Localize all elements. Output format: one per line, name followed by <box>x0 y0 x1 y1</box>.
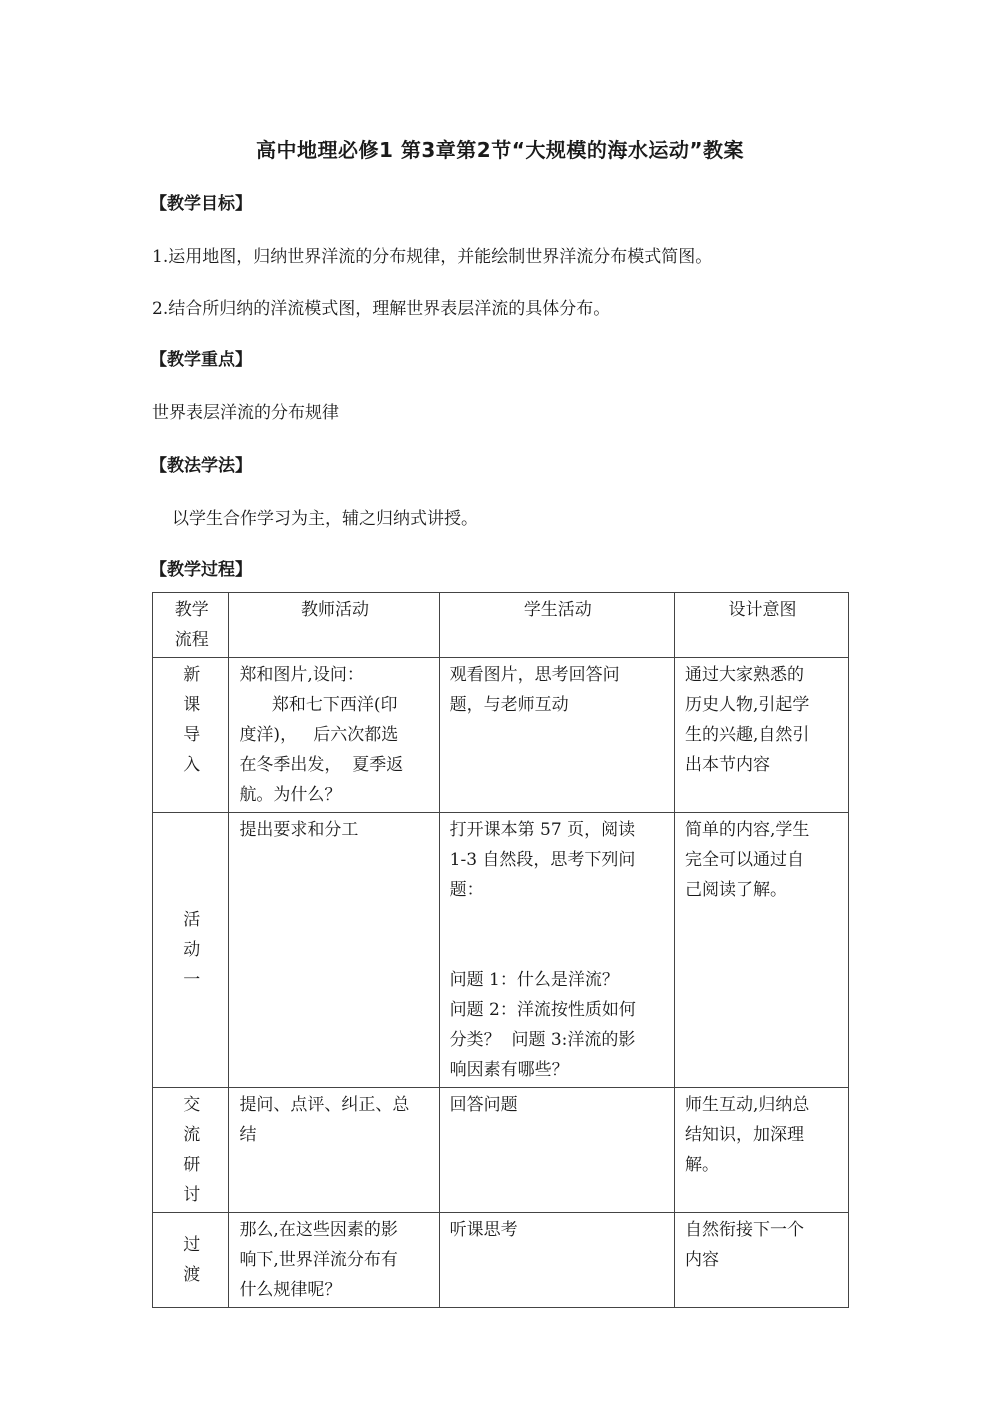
cell-line: 什么规律呢？ <box>239 1280 342 1300</box>
design-intent-cell <box>674 1213 848 1308</box>
cell-line: 题： <box>449 880 484 900</box>
header-flow <box>153 593 229 658</box>
cell-line: 郑和图片,设问： <box>239 665 364 685</box>
cell-line: 那么,在这些因素的影 <box>239 1220 398 1240</box>
flow-char: 动 <box>183 940 201 960</box>
flow-cell <box>153 658 229 813</box>
flow-char: 导 <box>183 725 201 745</box>
header-flow-line: 流程 <box>174 630 209 650</box>
objective-item-2: 2.结合所归纳的洋流模式图，理解世界表层洋流的具体分布。 <box>152 299 611 319</box>
cell-line: 完全可以通过自 <box>684 850 804 870</box>
cell-line: 通过大家熟悉的 <box>684 665 804 685</box>
cell-line: 师生互动,归纳总 <box>684 1095 810 1115</box>
student-activity-cell <box>439 1213 674 1308</box>
cell-line: 己阅读了解。 <box>684 880 787 900</box>
flow-char: 入 <box>183 755 201 775</box>
cell-line: 听课思考 <box>449 1220 518 1240</box>
cell-line: 简单的内容,学生 <box>684 820 810 840</box>
cell-line: 响因素有哪些？ <box>449 1060 569 1080</box>
flow-char: 过 <box>183 1235 201 1255</box>
cell-line: 观看图片，思考回答问 <box>449 665 620 685</box>
flow-cell <box>153 1088 229 1213</box>
cell-line: 1-3 自然段，思考下列问 <box>449 850 636 870</box>
cell-line: 生的兴趣,自然引 <box>684 725 810 745</box>
design-intent-cell <box>674 813 848 1088</box>
flow-char: 课 <box>183 695 201 715</box>
design-intent-cell <box>674 658 848 813</box>
design-intent-cell <box>674 1088 848 1213</box>
flow-char: 交 <box>183 1095 201 1115</box>
flow-char: 流 <box>183 1125 201 1145</box>
heading-methods: 【教法学法】 <box>150 456 252 476</box>
key-points-text: 世界表层洋流的分布规律 <box>152 403 339 423</box>
teaching-process-table <box>152 592 849 1308</box>
cell-line: 题，与老师互动 <box>449 695 569 715</box>
flow-char: 新 <box>183 665 201 685</box>
flow-char: 研 <box>183 1155 201 1175</box>
cell-line: 分类？ 问题 3:洋流的影 <box>449 1030 636 1050</box>
cell-line: 郑和七下西洋(印 <box>239 695 398 715</box>
teacher-activity-cell <box>229 813 439 1088</box>
cell-line: 问题 1：什么是洋流？ <box>449 970 619 990</box>
flow-char: 渡 <box>183 1265 201 1285</box>
cell-line: 结 <box>239 1125 257 1145</box>
table-row <box>153 658 849 813</box>
student-activity-cell <box>439 658 674 813</box>
student-activity-cell <box>439 813 674 1088</box>
header-design-intent: 设计意图 <box>674 593 848 658</box>
cell-line: 提出要求和分工 <box>239 820 359 840</box>
header-teacher-activity: 教师活动 <box>229 593 439 658</box>
cell-line: 回答问题 <box>449 1095 518 1115</box>
flow-cell <box>153 813 229 1088</box>
methods-text: 以学生合作学习为主，辅之归纳式讲授。 <box>172 509 478 529</box>
cell-line: 结知识，加深理 <box>684 1125 804 1145</box>
teacher-activity-cell <box>229 1088 439 1213</box>
document-title: 高中地理必修1 第3章第2节“大规模的海水运动”教案 <box>256 138 744 162</box>
cell-line: 在冬季出发， 夏季返 <box>239 755 404 775</box>
teacher-activity-cell <box>229 658 439 813</box>
cell-line: 提问、点评、纠正、总 <box>239 1095 410 1115</box>
table-row <box>153 1088 849 1213</box>
cell-line: 响下,世界洋流分布有 <box>239 1250 398 1270</box>
heading-objectives: 【教学目标】 <box>150 194 252 214</box>
cell-line: 度洋)， 后六次都选 <box>239 725 399 745</box>
objective-item-1: 1.运用地图，归纳世界洋流的分布规律，并能绘制世界洋流分布模式简图。 <box>152 247 713 267</box>
flow-char: 一 <box>183 970 201 990</box>
teacher-activity-cell <box>229 1213 439 1308</box>
cell-line <box>450 905 666 935</box>
cell-line: 内容 <box>684 1250 719 1270</box>
cell-line: 历史人物,引起学 <box>684 695 810 715</box>
table-header-row <box>153 593 849 658</box>
cell-line: 解。 <box>684 1155 719 1175</box>
flow-cell <box>153 1213 229 1308</box>
cell-line <box>450 935 666 965</box>
cell-line: 自然衔接下一个 <box>684 1220 804 1240</box>
table-row <box>153 1213 849 1308</box>
header-student-activity: 学生活动 <box>439 593 674 658</box>
flow-char: 讨 <box>183 1185 201 1205</box>
header-flow-line: 教学 <box>174 600 209 620</box>
heading-key-points: 【教学重点】 <box>150 350 252 370</box>
cell-line: 出本节内容 <box>684 755 770 775</box>
table-row <box>153 813 849 1088</box>
heading-process: 【教学过程】 <box>150 560 252 580</box>
student-activity-cell <box>439 1088 674 1213</box>
flow-char: 活 <box>183 910 201 930</box>
cell-line: 打开课本第 57 页，阅读 <box>449 820 636 840</box>
cell-line: 问题 2：洋流按性质如何 <box>449 1000 636 1020</box>
cell-line: 航。为什么？ <box>239 785 342 805</box>
